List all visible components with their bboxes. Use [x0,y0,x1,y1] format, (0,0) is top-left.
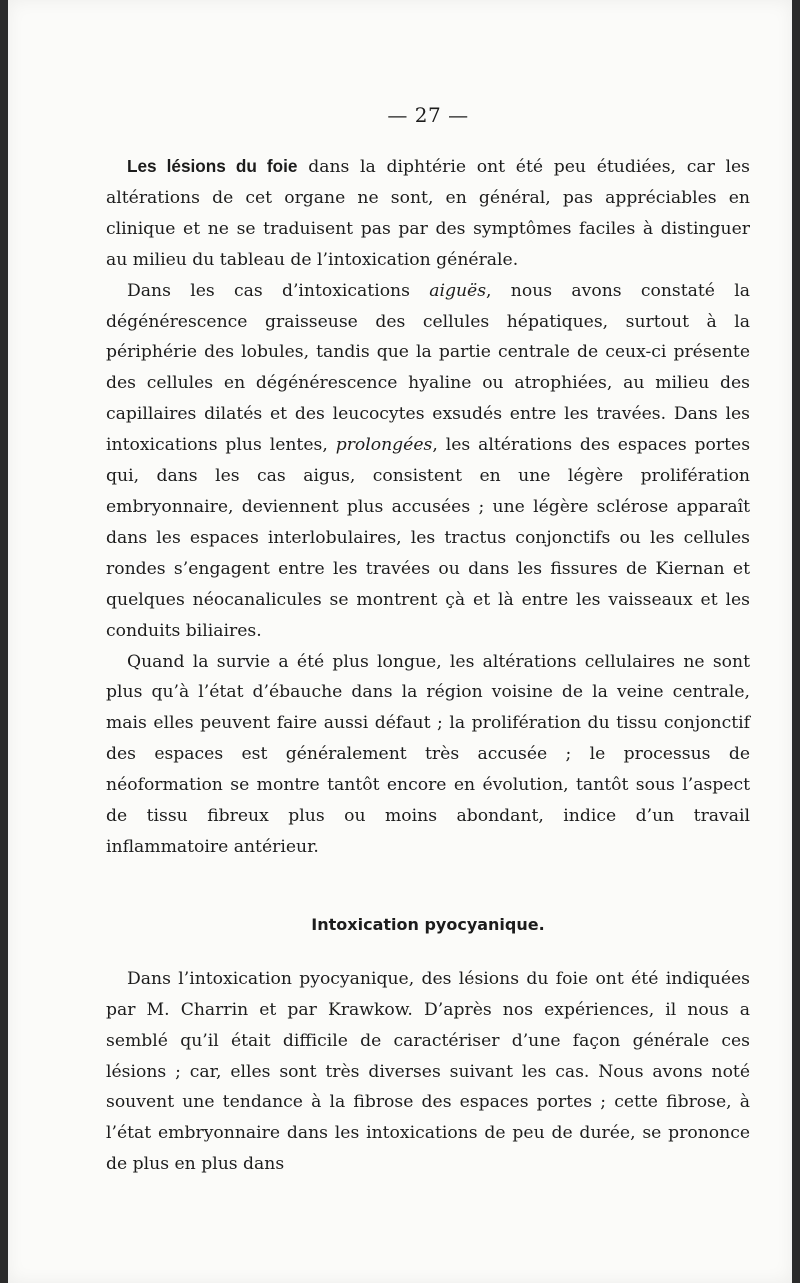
bold-lead-text: Les lésions du foie [127,156,298,176]
text-block [106,100,750,1180]
page-number: — 27 — [387,103,469,127]
paragraph-text: dans la diphtérie ont été peu étudiées, car les altérations de cet organe ne sont, en général, pas appréciables en clinique et ne se traduisent pas par des symptômes faciles à distinguer au milieu du tableau de l’intoxication générale. [106,157,750,270]
paragraph-liver-lesions [106,151,750,276]
document-page [8,0,792,1283]
italic-term-prolongees: prolongées [335,435,433,456]
paragraph-text: , les altérations des espaces portes qui, dans les cas aigus, consistent en une légère prolifération embryonnaire, deviennent plus accusées ; une légère sclérose apparaît dans les espaces interlobulaires, les tractus conjonctifs ou les cellules rondes s’engagent entre les travées ou dans les fissures de Kiernan et quelques néocanalicules se montrent çà et là entre les vaisseaux et les conduits biliaires. [106,435,751,641]
paragraph-text: Dans les cas d’intoxications [127,280,430,301]
paragraph-acute-intoxications [106,276,750,647]
italic-term-aigues: aiguës [429,280,487,301]
paragraph-longer-survival: Quand la survie a été plus longue, les altérations cellulaires ne sont plus qu’à l’état d’ébauche dans la région voisine de la veine centrale, mais elles peuvent faire aussi défaut ; la prolifération du tissu conjonctif des espaces est généralement très accusée ; le processus de néoformation se montre tantôt encore en évolution, tantôt sous l’aspect de tissu fibreux plus ou moins abondant, indice d’un travail inflammatoire antérieur. [106,651,750,857]
paragraph-pyocyanic: Dans l’intoxication pyocyanique, des lésions du foie ont été indiquées par M. Charrin et par Krawkow. D’après nos expériences, il nous a semblé qu’il était difficile de caractériser d’une façon générale ces lésions ; car, elles sont très diverses suivant les cas. Nous avons noté souvent une tendance à la fibrose des espaces portes ; cette fibrose, à l’état embryonnaire dans les intoxications de peu de durée, se prononce de plus en plus dans [106,968,750,1175]
section-heading: Intoxication pyocyanique. [311,914,545,934]
paragraph-text: , nous avons constaté la dégénérescence graisseuse des cellules hépatiques, surtout à la périphérie des lobules, tandis que la partie centrale de ceux-ci présente des cellules en dégénérescence hyaline ou atrophiées, au milieu des capillaires dilatés et des leucocytes exsudés entre les travées. Dans les intoxications plus lentes, [106,280,750,456]
